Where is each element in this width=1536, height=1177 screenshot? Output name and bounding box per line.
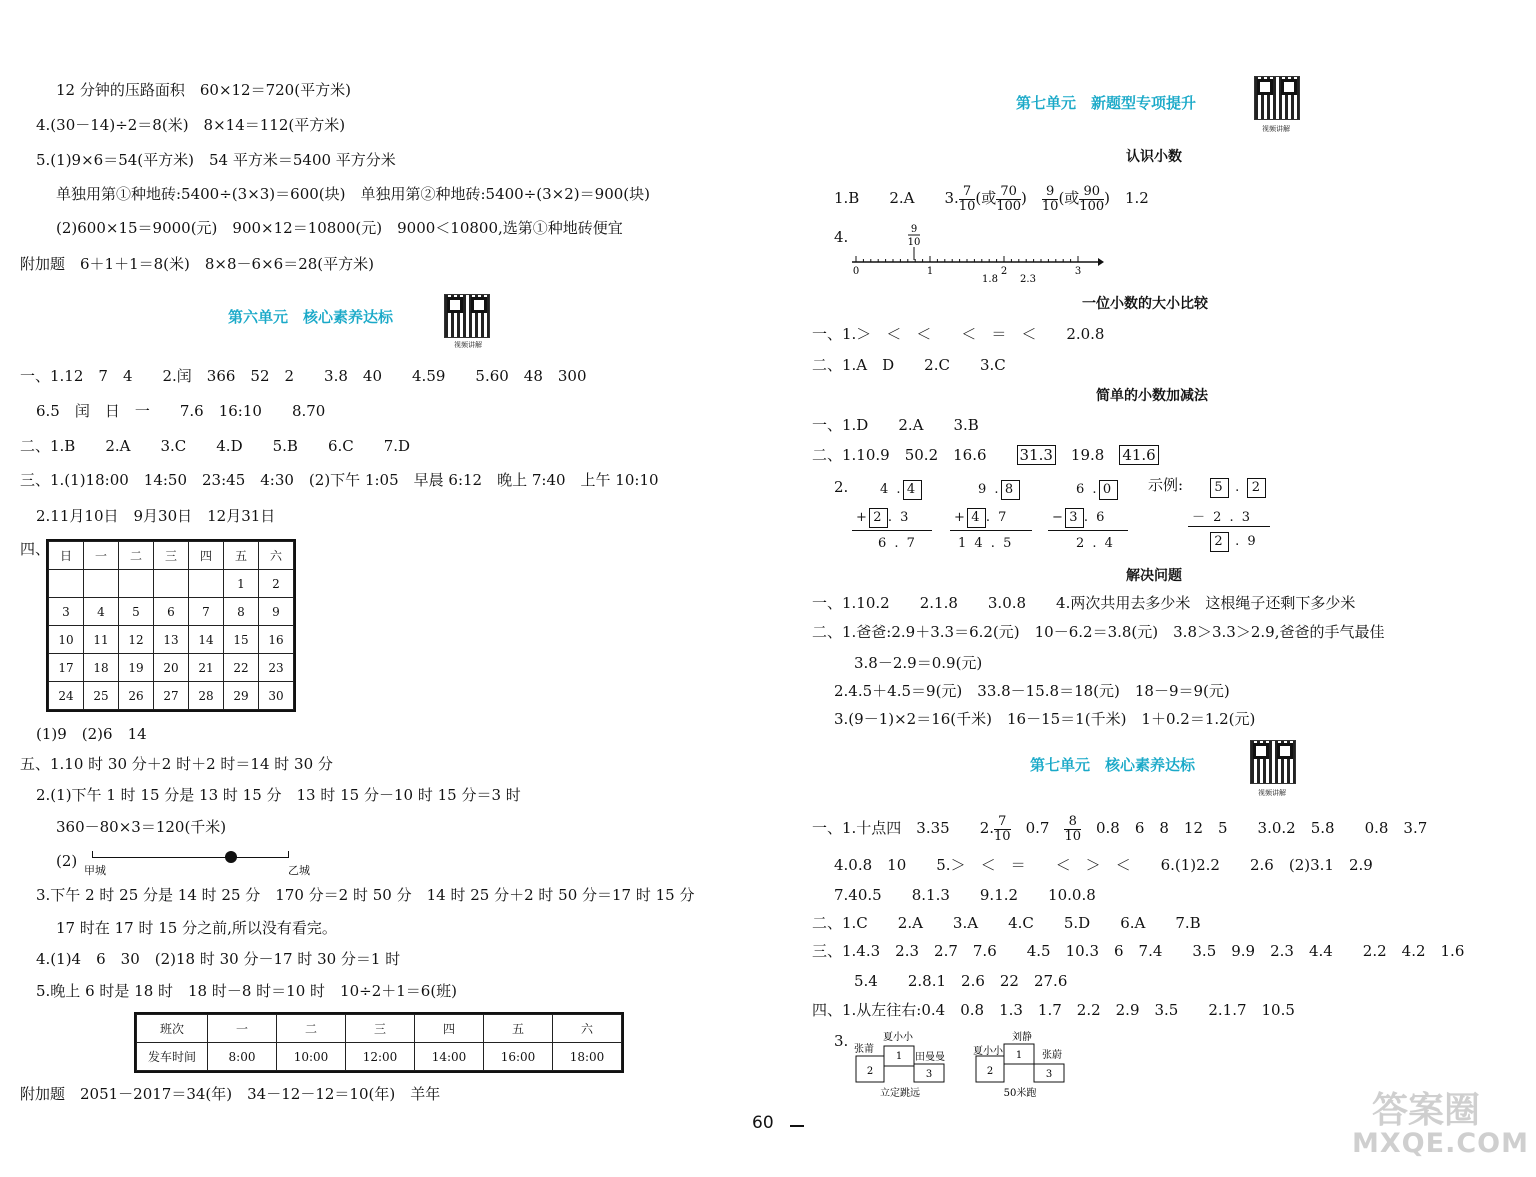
podium-rank: 2 [866, 1066, 874, 1077]
text-line: (2)600×15＝9000(元) 900×12＝10800(元) 9000＜10800,选第①种地砖便宜 [56, 219, 623, 237]
vertical-calc-top [1076, 480, 1118, 500]
text-line: 一、1.D 2.A 3.B [812, 416, 979, 434]
calendar-row [49, 598, 294, 626]
fraction-denominator: 10 [958, 198, 976, 214]
route-end-label: 乙城 [288, 864, 310, 877]
fraction [959, 185, 976, 214]
text-line: 17 时在 17 时 15 分之前,所以没有看完。 [56, 919, 337, 937]
calendar-header-row [49, 542, 294, 570]
text-line: (1)9 (2)6 14 [36, 725, 147, 743]
bus-cell: 12:00 [346, 1043, 415, 1071]
fraction-denominator: 100 [1079, 198, 1105, 214]
qr-code-icon [1250, 740, 1296, 784]
calendar-cell: 13 [154, 626, 189, 654]
route-tick [288, 851, 289, 858]
text-line: 4.(1)4 6 30 (2)18 时 30 分－17 时 30 分＝1 时 [36, 950, 401, 968]
digit-box: 8 [1001, 480, 1020, 500]
bus-cell: 二 [277, 1015, 346, 1043]
calendar-cell: 7 [189, 598, 224, 626]
car-position-dot [225, 851, 237, 863]
digit: . 3 [887, 510, 911, 525]
bus-cell: 18:00 [553, 1043, 622, 1071]
calc-rule [1188, 526, 1270, 527]
nl-label: 1.8 [982, 274, 998, 284]
text-line: 一、1.＞ ＜ ＜ ＜ ＝ ＜ 2.0.8 [812, 325, 1105, 343]
text-line: 二、1.C 2.A 3.A 4.C 5.D 6.A 7.B [812, 914, 1201, 932]
section-title: 认识小数 [1126, 149, 1182, 165]
calendar-cell: 28 [189, 682, 224, 710]
calendar-cell: 22 [224, 654, 259, 682]
text-line: 3.(9－1)×2＝16(千米) 16－15＝1(千米) 1＋0.2＝1.2(元) [834, 710, 1256, 728]
text-line: (2) [56, 852, 78, 870]
qr-code-icon [444, 294, 490, 338]
text-line: 5.晚上 6 时是 18 时 18 时－8 时＝10 时 10÷2＋1＝6(班) [36, 982, 458, 1000]
example-top: 5 . 2 [1210, 478, 1266, 498]
section-title: 一位小数的大小比较 [1082, 296, 1208, 312]
calendar-cell: 12 [119, 626, 154, 654]
bus-cell: 五 [484, 1015, 553, 1043]
calc-rule [852, 530, 932, 531]
text-line: 2. [834, 478, 849, 496]
text-line: 4.(30－14)÷2＝8(米) 8×14＝112(平方米) [36, 116, 346, 134]
text-line: 12 分钟的压路面积 60×12＝720(平方米) [56, 81, 351, 99]
bus-cell: 16:00 [484, 1043, 553, 1071]
unit7b-header: 第七单元 核心素养达标 [1030, 756, 1196, 774]
calendar-cell: 27 [154, 682, 189, 710]
calendar-cell: 8 [224, 598, 259, 626]
vertical-calc-mid: + 2 . 3 [856, 508, 910, 528]
bus-cell: 班次 [137, 1015, 208, 1043]
calendar-cell: 16 [259, 626, 294, 654]
bus-cell: 三 [346, 1015, 415, 1043]
text-line: 三、1.(1)18:00 14:50 23:45 4:30 (2)下午 1:05 早晨 6:12 晚上 7:40 上午 10:10 [20, 471, 659, 489]
calendar-cell: 5 [119, 598, 154, 626]
text-line: 单独用第①种地砖:5400÷(3×3)＝600(块) 单独用第②种地砖:5400÷(3×2)＝900(块) [56, 185, 650, 203]
calendar-cell: 10 [49, 626, 84, 654]
number-line [846, 222, 1106, 284]
calendar-cell: 11 [84, 626, 119, 654]
boxed-answer: 41.6 [1119, 445, 1158, 465]
example-result: 2 . 9 [1210, 532, 1258, 552]
calendar-cell: 五 [224, 542, 259, 570]
text-line: 5.4 2.8.1 2.6 22 27.6 [854, 972, 1068, 990]
fraction-denominator: 100 [996, 198, 1022, 214]
calendar-cell: 四 [189, 542, 224, 570]
calendar-cell: 15 [224, 626, 259, 654]
text-line: 一、1.10.2 2.1.8 3.0.8 4.两次共用去多少米 这根绳子还剩下多少米 [812, 594, 1356, 612]
calendar-cell: 24 [49, 682, 84, 710]
digit: . 7 [985, 510, 1009, 525]
text-line: 3. [834, 1032, 849, 1050]
bus-cell: 四 [415, 1015, 484, 1043]
text-line: 7.40.5 8.1.3 9.1.2 10.0.8 [834, 886, 1096, 904]
podium-long-jump [852, 1030, 948, 1102]
text-line: 四、 [20, 540, 51, 558]
fraction [1064, 815, 1081, 844]
fraction-denominator: 10 [1064, 828, 1081, 844]
calendar-cell: 17 [49, 654, 84, 682]
calendar-row [49, 626, 294, 654]
bus-cell: 发车时间 [137, 1043, 208, 1071]
route-tick [92, 851, 93, 858]
podium-name: 张莆 [854, 1044, 874, 1055]
qr-label: 视频讲解 [1262, 125, 1290, 133]
nl-frac-num: 9 [910, 224, 918, 235]
digit: . 6 [1083, 510, 1107, 525]
vertical-calc-top [978, 480, 1020, 500]
bus-cell: 14:00 [415, 1043, 484, 1071]
text-line: 3.下午 2 时 25 分是 14 时 25 分 170 分＝2 时 50 分 14 时 25 分＋2 时 50 分＝17 时 15 分 [36, 886, 695, 904]
fraction-numerator: 7 [994, 815, 1011, 830]
fraction-numerator: 70 [996, 185, 1021, 200]
digit: 4 . [880, 482, 903, 497]
podium-name: 张蔚 [1042, 1050, 1062, 1061]
digit-box: 2 [1247, 478, 1266, 498]
boxed-answer: 31.3 [1017, 445, 1056, 465]
answer-text: 19.8 [1055, 446, 1120, 464]
calendar-cell: 一 [84, 542, 119, 570]
calc-rule [1048, 530, 1128, 531]
bus-cell: 8:00 [208, 1043, 277, 1071]
fraction [996, 185, 1021, 214]
podium-caption: 立定跳远 [880, 1088, 920, 1099]
podium-rank: 2 [986, 1066, 994, 1077]
text-line: 二、1.B 2.A 3.C 4.D 5.B 6.C 7.D [20, 437, 411, 455]
bus-cell: 六 [553, 1015, 622, 1043]
podium-name: 夏小小 [883, 1032, 913, 1043]
text-line: 二、1.A D 2.C 3.C [812, 356, 1006, 374]
calendar-cell [119, 570, 154, 598]
text-line: 四、1.从左往右:0.4 0.8 1.3 1.7 2.2 2.9 3.5 2.1.7 10.5 [812, 1001, 1295, 1019]
vertical-calc-result: 2 . 4 [1076, 536, 1115, 551]
page-number-dash [790, 1125, 804, 1127]
bus-row [137, 1043, 622, 1071]
section-title: 解决问题 [1126, 568, 1182, 584]
podium-rank: 3 [925, 1069, 933, 1080]
fraction-numerator: 9 [1042, 185, 1059, 200]
answer-text: ) [1021, 189, 1042, 207]
answer-text: (或 [975, 189, 997, 207]
calendar-cell [189, 570, 224, 598]
fraction-denominator: 10 [994, 828, 1011, 844]
answer-text: 二、1.10.9 50.2 16.6 [812, 446, 1017, 464]
fraction [1042, 185, 1059, 214]
vertical-calc-result: 6 . 7 [878, 536, 917, 551]
text-line: 4. [834, 228, 849, 246]
calendar-cell: 29 [224, 682, 259, 710]
bus-cell: 一 [208, 1015, 277, 1043]
text-line [812, 446, 1159, 464]
qr-code-icon [1254, 76, 1300, 120]
fraction-numerator: 90 [1079, 185, 1104, 200]
calendar-cell: 1 [224, 570, 259, 598]
calendar-cell: 三 [154, 542, 189, 570]
text-line: 三、1.4.3 2.3 2.7 7.6 4.5 10.3 6 7.4 3.5 9.9 2.3 4.4 2.2 4.2 1.6 [812, 942, 1465, 960]
calendar-cell: 20 [154, 654, 189, 682]
text-line: 2.(1)下午 1 时 15 分是 13 时 15 分 13 时 15 分－10 时 15 分＝3 时 [36, 786, 521, 804]
text-line: 五、1.10 时 30 分＋2 时＋2 时＝14 时 30 分 [20, 755, 333, 773]
calendar-cell: 日 [49, 542, 84, 570]
calendar-row [49, 654, 294, 682]
digit: 9 [1247, 534, 1258, 549]
bonus-line: 附加题 6＋1＋1＝8(米) 8×8－6×6＝28(平方米) [20, 255, 374, 273]
digit-box: 2 [1210, 532, 1229, 552]
podium-caption: 50米跑 [1003, 1088, 1037, 1099]
bus-cell: 10:00 [277, 1043, 346, 1071]
nl-label: 2 [1000, 266, 1008, 277]
example-mid: － 2 . 3 [1192, 510, 1253, 525]
calendar-cell: 21 [189, 654, 224, 682]
text-line: 360－80×3＝120(千米) [56, 818, 227, 836]
calendar-cell: 9 [259, 598, 294, 626]
calendar-cell: 六 [259, 542, 294, 570]
fraction-denominator: 10 [1041, 198, 1059, 214]
text-line: 4.0.8 10 5.＞ ＜ ＝ ＜ ＞ ＜ 6.(1)2.2 2.6 (2)3.1 2.9 [834, 856, 1373, 874]
calendar-cell: 14 [189, 626, 224, 654]
podium-rank: 3 [1045, 1069, 1053, 1080]
bus-row [137, 1015, 622, 1043]
digit-box: 2 [869, 508, 888, 528]
bonus-line: 附加题 2051－2017＝34(年) 34－12－12＝10(年) 羊年 [20, 1085, 441, 1103]
fraction-numerator: 7 [959, 185, 976, 200]
answer-text: 0.7 [1010, 819, 1065, 837]
qr-label: 视频讲解 [454, 341, 482, 349]
digit-box: 4 [903, 480, 922, 500]
calendar-cell: 23 [259, 654, 294, 682]
podium-name: 夏小小 [973, 1046, 1003, 1057]
text-line: 2.4.5＋4.5＝9(元) 33.8－15.8＝18(元) 18－9＝9(元) [834, 682, 1230, 700]
calendar-cell: 4 [84, 598, 119, 626]
calendar-cell: 二 [119, 542, 154, 570]
calendar-cell: 30 [259, 682, 294, 710]
calendar-cell: 26 [119, 682, 154, 710]
calendar-cell [84, 570, 119, 598]
nl-label: 2.3 [1020, 274, 1036, 284]
vertical-calc-mid: + 4 . 7 [954, 508, 1008, 528]
text-line: 6.5 闰 日 一 7.6 16:10 8.70 [36, 402, 326, 420]
section-title: 简单的小数加减法 [1096, 388, 1208, 404]
calendar-cell [49, 570, 84, 598]
text-line: 一、1.12 7 4 2.闰 366 52 2 3.8 40 4.59 5.60 48 300 [20, 367, 587, 385]
digit-box: 0 [1099, 480, 1118, 500]
digit: 6 . [1076, 482, 1099, 497]
text-line: 2.11月10日 9月30日 12月31日 [36, 507, 276, 525]
answer-text: 1.B 2.A 3. [834, 189, 959, 207]
answer-text: 0.8 6 8 12 5 3.0.2 5.8 0.8 3.7 [1080, 819, 1428, 837]
text-line: 5.(1)9×6＝54(平方米) 54 平方米＝5400 平方分米 [36, 151, 396, 169]
calendar-cell: 25 [84, 682, 119, 710]
podium-50m [964, 1030, 1074, 1102]
nl-label: 0 [852, 266, 860, 277]
vertical-calc-top [880, 480, 922, 500]
calendar-cell [154, 570, 189, 598]
text-line: 3.8－2.9＝0.9(元) [854, 654, 983, 672]
digit-box: 5 [1210, 478, 1229, 498]
nl-frac-den: 10 [907, 237, 921, 248]
route-line [92, 857, 288, 858]
calendar-cell: 19 [119, 654, 154, 682]
text-line: 二、1.爸爸:2.9＋3.3＝6.2(元) 10－6.2＝3.8(元) 3.8＞3.3＞2.9,爸爸的手气最佳 [812, 623, 1385, 641]
page-number: 60 [752, 1113, 774, 1133]
calc-rule [950, 530, 1032, 531]
bus-schedule-table [136, 1014, 622, 1071]
watermark-logo: 答案圈 [1372, 1090, 1481, 1131]
calendar-cell: 6 [154, 598, 189, 626]
calendar-cell: 18 [84, 654, 119, 682]
fraction [994, 815, 1011, 844]
fraction [1079, 185, 1104, 214]
unit7-header: 第七单元 新题型专项提升 [1016, 94, 1197, 112]
answer-text: 一、1.十点四 3.35 2. [812, 819, 995, 837]
fraction-answer-line [812, 808, 1427, 848]
nl-label: 3 [1074, 266, 1082, 277]
vertical-calc-result: 1 4 . 5 [958, 536, 1014, 551]
podium-rank: 1 [1015, 1050, 1023, 1061]
calendar-cell: 3 [49, 598, 84, 626]
watermark-url: MXQE.COM [1352, 1128, 1529, 1159]
answer-text: ) 1.2 [1104, 189, 1149, 207]
digit-box: 3 [1065, 508, 1084, 528]
nl-label: 1 [926, 266, 934, 277]
qr-label: 视频讲解 [1258, 789, 1286, 797]
calendar-row [49, 682, 294, 710]
calendar-table [48, 541, 294, 710]
podium-name: 田曼曼 [915, 1052, 945, 1063]
podium-rank: 1 [895, 1051, 903, 1062]
digit-box: 4 [967, 508, 986, 528]
answer-text: (或 [1058, 189, 1080, 207]
calendar-cell: 2 [259, 570, 294, 598]
podium-name: 刘静 [1012, 1032, 1032, 1043]
fraction-answer-line [834, 178, 1149, 218]
calendar-row [49, 570, 294, 598]
digit: 9 . [978, 482, 1001, 497]
example-label: 示例: [1148, 476, 1184, 494]
vertical-calc-mid: − 3 . 6 [1052, 508, 1106, 528]
fraction-numerator: 8 [1064, 815, 1081, 830]
unit6-header: 第六单元 核心素养达标 [228, 308, 394, 326]
route-start-label: 甲城 [84, 864, 106, 877]
